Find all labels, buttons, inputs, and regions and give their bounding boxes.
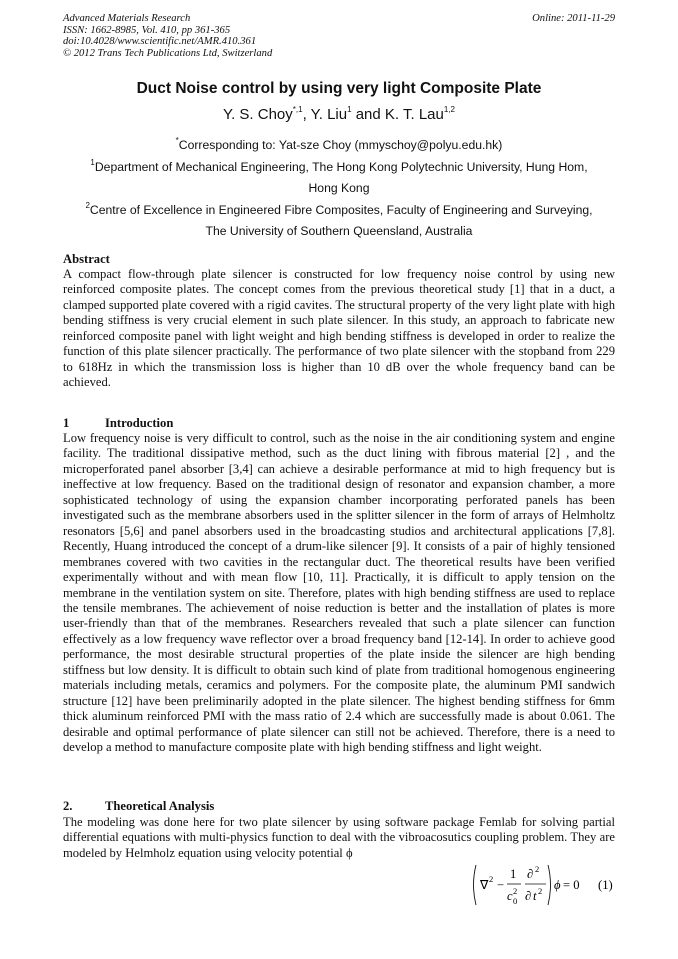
affiliation-1 (0, 157, 678, 174)
eq-num-one: 1 (510, 867, 517, 881)
eq-c: c (507, 889, 513, 903)
section-2-heading (63, 799, 214, 814)
equation-1 (470, 862, 620, 908)
eq-partial-top-sq: 2 (535, 864, 540, 874)
affil-2-line1: Centre of Excellence in Engineered Fibre Composites, Faculty of Engineering and Surveying, (89, 203, 593, 217)
author-lau-affil: 1,2 (443, 105, 455, 114)
author-liu: Y. Liu (310, 106, 348, 123)
eq-nabla: ∇ (480, 878, 489, 892)
section-1-title: Introduction (105, 416, 174, 430)
eq-label: (1) (598, 878, 613, 892)
author-sep: , (302, 106, 311, 123)
corresponding-author: *Corresponding to: Yat-sze Choy (mmyschoy@polyu.edu.hk) (175, 135, 503, 152)
affiliation-2 (0, 200, 678, 217)
author-choy: Y. S. Choy (223, 106, 293, 123)
section-2-text: The modeling was done here for two plate silencer by using software package Femlab for solving partial differential equations with multi-physics function to deal with the vibroacosutics coupling problem. They are modeled by Helmholz equation using velocity potential ϕ (63, 815, 615, 860)
journal-name: Advanced Materials Research (63, 13, 191, 24)
paren-left (474, 865, 477, 905)
affiliation-1-cont: Hong Kong (308, 181, 370, 195)
author-lau: and K. T. Lau (351, 106, 444, 123)
eq-partial-top: ∂ (527, 867, 534, 881)
author-choy-affil: *,1 (292, 105, 303, 114)
eq-c-sq: 2 (513, 886, 518, 896)
online-date: Online: 2011-11-29 (532, 13, 615, 24)
section-2-number: 2. (63, 799, 73, 813)
doi-line: doi:10.4028/www.scientific.net/AMR.410.361 (63, 36, 257, 48)
eq-partial-bottom: ∂ (525, 889, 532, 903)
author-liu-affil: 1 (347, 105, 352, 114)
abstract-text: A compact flow-through plate silencer is constructed for low frequency noise control by using new reinforced composite plates. The concept comes from the previous theoretical study [1] that in a duct, a clamped supported plate covered with a rigid cavites. The structural property of the very light plate with high bending stiffness is very crucial element in such plate silencer. In this study, an approach to fabricate new reinforced composite panel with light weight and high bending stiffness is developed in order to realize the function of this plate silencer practically. The performance of two plate silencer with the stopband from 229 to 618Hz in which the transmission loss is higher than 10 dB over the whole frequency band can be achieved. (63, 267, 615, 390)
eq-t-sq: 2 (538, 886, 543, 896)
corresponding-star: * (175, 135, 179, 145)
section-1-number: 1 (63, 416, 70, 430)
affiliation-2-cont: The University of Southern Queensland, Australia (205, 224, 473, 238)
paren-right (548, 865, 551, 905)
section-2-title: Theoretical Analysis (105, 799, 215, 813)
copyright-line: © 2012 Trans Tech Publications Ltd, Switzerland (63, 47, 273, 59)
eq-rhs: = 0 (563, 878, 580, 892)
section-1-text: Low frequency noise is very difficult to control, such as the noise in the air conditioning system and engine facility. The traditional dissipative method, such as the duct lining with fibrous material [2] , and the microperforated panel absorber [3,4] can achieve a desirable performance at mid to high frequency but is ineffective at low frequency. Based on the traditional design of resonator and expansion chamber, a more sophisticated technology of using the expansion chamber incorporating perforated panels has been investigated such as the membrane absorbers used in the splitter silencer in the form of arrays of Helmholtz resonators [5,6] and panel absorbers used in the broadcasting studios and architectural applications [7,8]. Recently, Huang introduced the concept of a drum-like silencer [9]. It consists of a pair of highly tensioned membranes covered with two cavities in the rectangular duct. The theoretical results have been verified experimentally without and with mean flow [10, 11]. Practically, it is difficult to apply tension on the membrane in the ventilation system on site. Therefore, plates with high bending stiffness are used to replace the tensile membranes. The achievement of noise reduction is better and the installation of plates is more user-friendly than that of the membranes. Researchers revealed that such a plate silencer can function effectively as a low frequency wave reflector over a broad frequency band [12-14]. In order to achieve good performance, the most desirable structural properties of the plate inside the silencer are high bending stiffness but low density. It is difficult to obtain such kind of plate from traditional homogenous engineering materials including metals, ceramics and polymers. For the composite plate, the aluminum PMI sandwich structure [12] have been preliminarily adopted in the plate silencer. The highest bending stiffness for 6mm thick aluminum reinforced PMI with the mass ratio of 2.4 which are successfully made is about 0.061. The desirable and optimal performance of plate silencer can still not be achieved. Therefore, there is a need to develop a method to manufacture composite plate with high bending stiffness and light weight. (63, 431, 615, 755)
author-list (0, 106, 678, 123)
eq-phi: ϕ (554, 878, 561, 892)
affil-1-line1: Department of Mechanical Engineering, The Hong Kong Polytechnic University, Hung Hom, (94, 160, 588, 174)
section-1-heading (63, 416, 173, 431)
affil-1-mark: 1 (90, 157, 95, 167)
journal-metadata (63, 13, 272, 59)
eq-minus: − (497, 878, 505, 892)
issn-line: ISSN: 1662-8985, Vol. 410, pp 361-365 (63, 24, 231, 36)
abstract-heading: Abstract (63, 252, 110, 266)
affil-2-mark: 2 (85, 200, 90, 210)
eq-t: t (533, 889, 537, 903)
eq-nabla-sq: 2 (489, 874, 494, 884)
eq-c-sub: 0 (513, 896, 518, 906)
paper-title: Duct Noise control by using very light Composite Plate (136, 80, 542, 97)
